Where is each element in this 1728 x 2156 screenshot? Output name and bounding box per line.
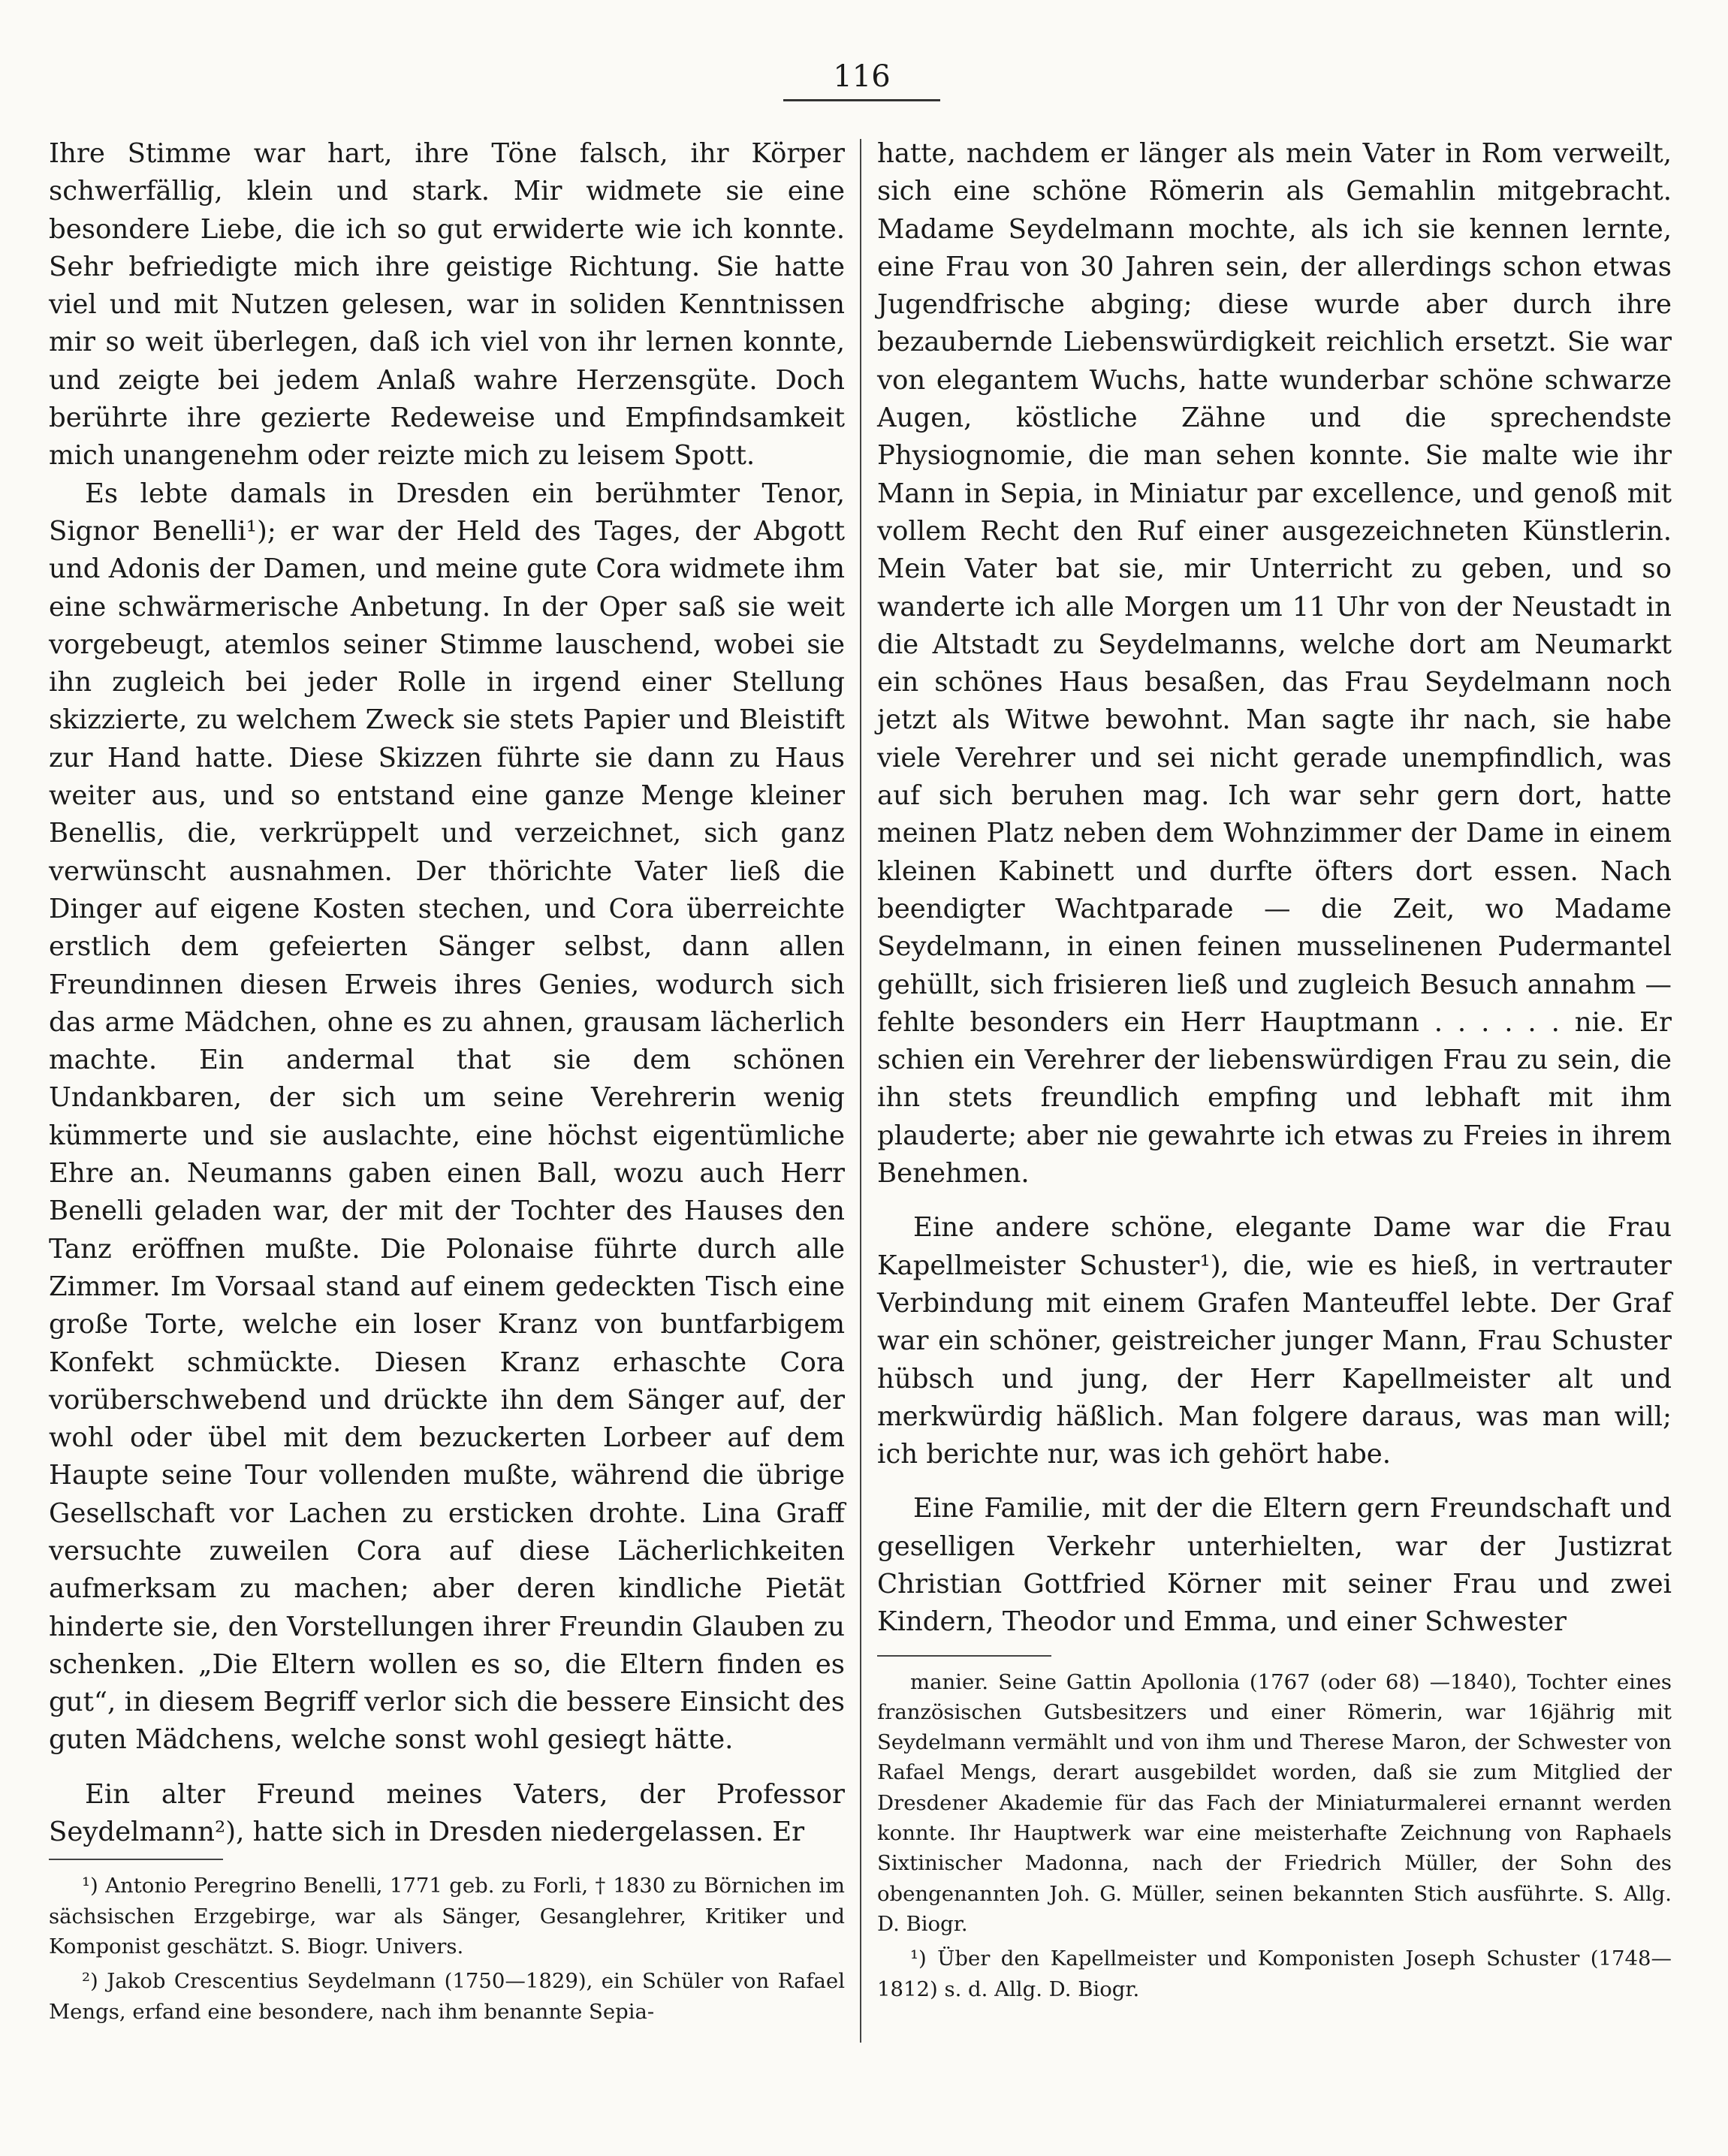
right-body-text bbox=[877, 135, 1672, 1642]
paragraph: Es lebte damals in Dresden ein berühmter Tenor, Signor Benelli¹); er war der Held des Tages, der Abgott und Adonis der Damen, und meine gute Cora widmete ihm eine schwärmerische Anbetung. In der Oper saß sie weit vorgebeugt, atemlos seiner Stimme lauschend, wobei sie ihn zugleich bei jeder Rolle in irgend einer Stellung skizzierte, zu welchem Zweck sie stets Papier und Bleistift zur Hand hatte. Diese Skizzen führte sie dann zu Haus weiter aus, und so entstand eine ganze Menge kleiner Benellis, die, verkrüppelt und verzeichnet, sich ganz verwünscht ausnahmen. Der thörichte Vater ließ die Dinger auf eigene Kosten stechen, und Cora überreichte erstlich dem gefeierten Sänger selbst, dann allen Freundinnen diesen Erweis ihres Genies, wodurch sich das arme Mädchen, ohne es zu ahnen, grausam lächerlich machte. Ein andermal that sie dem schönen Undankbaren, der sich um seine Verehrerin wenig kümmerte und sie auslachte, eine höchst eigentümliche Ehre an. Neumanns gaben einen Ball, wozu auch Herr Benelli geladen war, der mit der Tochter des Hauses den Tanz eröffnen mußte. Die Polonaise führte durch alle Zimmer. Im Vorsaal stand auf einem gedeckten Tisch eine große Torte, welche ein loser Kranz von buntfarbigem Konfekt schmückte. Diesen Kranz erhaschte Cora vorüberschwebend und drückte ihn dem Sänger auf, der wohl oder übel mit dem bezuckerten Lorbeer auf dem Haupte seine Tour vollenden mußte, während die übrige Gesellschaft vor Lachen zu ersticken drohte. Lina Graff versuchte zuweilen Cora auf diese Lächerlichkeiten aufmerksam zu machen; aber deren kindliche Pietät hinderte sie, den Vorstellungen ihrer Freundin Glauben zu schenken. „Die Eltern wollen es so, die Eltern finden es gut“, in diesem Begriff verlor sich die bessere Einsicht des guten Mädchens, welche sonst wohl gesiegt hätte. bbox=[49, 478, 845, 1756]
column-divider bbox=[860, 139, 861, 2043]
paragraph: Eine Familie, mit der die Eltern gern Freundschaft und geselligen Verkehr unterhielten, war der Justizrat Christian Gottfried Körner mit seiner Frau und zwei Kindern, Theodor und Emma, und einer Schwester bbox=[877, 1493, 1672, 1638]
left-column bbox=[49, 135, 845, 2027]
footnote: ¹) Antonio Peregrino Benelli, 1771 geb. zu Forli, † 1830 zu Börnichen im sächsischen Erzgebirge, war als Sänger, Gesanglehrer, Kritiker und Komponist geschätzt. S. Biogr. Univers. bbox=[49, 1874, 845, 1958]
footnote: manier. Seine Gattin Apollonia (1767 (oder 68) —1840), Tochter eines französischen Gutsbesitzers und einer Römerin, war 16jährig mit Seydelmann vermählt und von ihm und Therese Maron, der Schwester von Rafael Mengs, derart ausgebildet worden, daß sie zum Mitglied der Dresdener Akademie für das Fach der Miniaturmalerei ernannt werden konnte. Ihr Hauptwerk war eine meisterhafte Zeichnung von Raphaels Sixtinischer Madonna, nach der Friedrich Müller, der Sohn des obengenannten Joh. G. Müller, seinen bekannten Stich ausführte. S. Allg. D. Biogr. bbox=[877, 1669, 1672, 1936]
footnote: ¹) Über den Kapellmeister und Komponisten Joseph Schuster (1748—1812) s. d. Allg. D. Biogr. bbox=[877, 1946, 1672, 2001]
right-footnotes bbox=[877, 1667, 1672, 2004]
header-rule bbox=[783, 99, 940, 101]
left-footnotes bbox=[49, 1871, 845, 2026]
paragraph: Eine andere schöne, elegante Dame war die Frau Kapellmeister Schuster¹), die, wie es hieß, in vertrauter Verbindung mit einem Grafen Manteuffel lebte. Der Graf war ein schöner, geistreicher junger Mann, Frau Schuster hübsch und jung, der Herr Kapellmeister alt und merkwürdig häßlich. Man folgere daraus, was man will; ich berichte nur, was ich gehört habe. bbox=[877, 1212, 1672, 1470]
paragraph: Ein alter Freund meines Vaters, der Professor Seydelmann²), hatte sich in Dresden niedergelassen. Er bbox=[49, 1778, 845, 1848]
paragraph: hatte, nachdem er länger als mein Vater in Rom verweilt, sich eine schöne Römerin als Gemahlin mitgebracht. Madame Seydelmann mochte, als ich sie kennen lernte, eine Frau von 30 Jahren sein, der allerdings schon etwas Jugendfrische abging; diese wurde aber durch ihre bezaubernde Liebenswürdigkeit reichlich ersetzt. Sie war von elegantem Wuchs, hatte wunderbar schöne schwarze Augen, köstliche Zähne und die sprechendste Physiognomie, die man sehen konnte. Sie malte wie ihr Mann in Sepia, in Miniatur par excellence, und genoß mit vollem Recht den Ruf einer ausgezeichneten Künstlerin. Mein Vater bat sie, mir Unterricht zu geben, und so wanderte ich alle Morgen um 11 Uhr von der Neustadt in die Altstadt zu Seydelmanns, welche dort am Neumarkt ein schönes Haus besaßen, das Frau Seydelmann noch jetzt als Witwe bewohnt. Man sagte ihr nach, sie habe viele Verehrer und sei nicht gerade unempfindlich, was auf sich beruhen mag. Ich war sehr gern dort, hatte meinen Platz neben dem Wohnzimmer der Dame in einem kleinen Kabinett und durfte öfters dort essen. Nach beendigter Wachtparade — die Zeit, wo Madame Seydelmann, in einen feinen musselinenen Pudermantel gehüllt, sich frisieren ließ und zugleich Besuch annahm — fehlte besonders ein Herr Hauptmann . . . . . . nie. Er schien ein Verehrer der liebenswürdigen Frau zu sein, die ihn stets freundlich empfing und lebhaft mit ihm plauderte; aber nie gewahrte ich etwas zu Freies in ihrem Benehmen. bbox=[877, 138, 1672, 1190]
footnote-rule bbox=[877, 1655, 1051, 1657]
paragraph: Ihre Stimme war hart, ihre Töne falsch, ihr Körper schwerfällig, klein und stark. Mir widmete sie eine besondere Liebe, die ich so gut erwiderte wie ich konnte. Sehr befriedigte mich ihre geistige Richtung. Sie hatte viel und mit Nutzen gelesen, war in soliden Kenntnissen mir so weit überlegen, daß ich viel von ihr lernen konnte, und zeigte bei jedem Anlaß wahre Herzensgüte. Doch berührte ihre gezierte Redeweise und Empfindsamkeit mich unangenehm oder reizte mich zu leisem Spott. bbox=[49, 138, 845, 472]
page-number: 116 bbox=[833, 59, 891, 94]
footnote-rule bbox=[49, 1859, 223, 1860]
right-column bbox=[877, 135, 1672, 2004]
footnote: ²) Jakob Crescentius Seydelmann (1750—1829), ein Schüler von Rafael Mengs, erfand eine besondere, nach ihm benannte Sepia- bbox=[49, 1969, 845, 2024]
left-body-text bbox=[49, 135, 845, 1851]
